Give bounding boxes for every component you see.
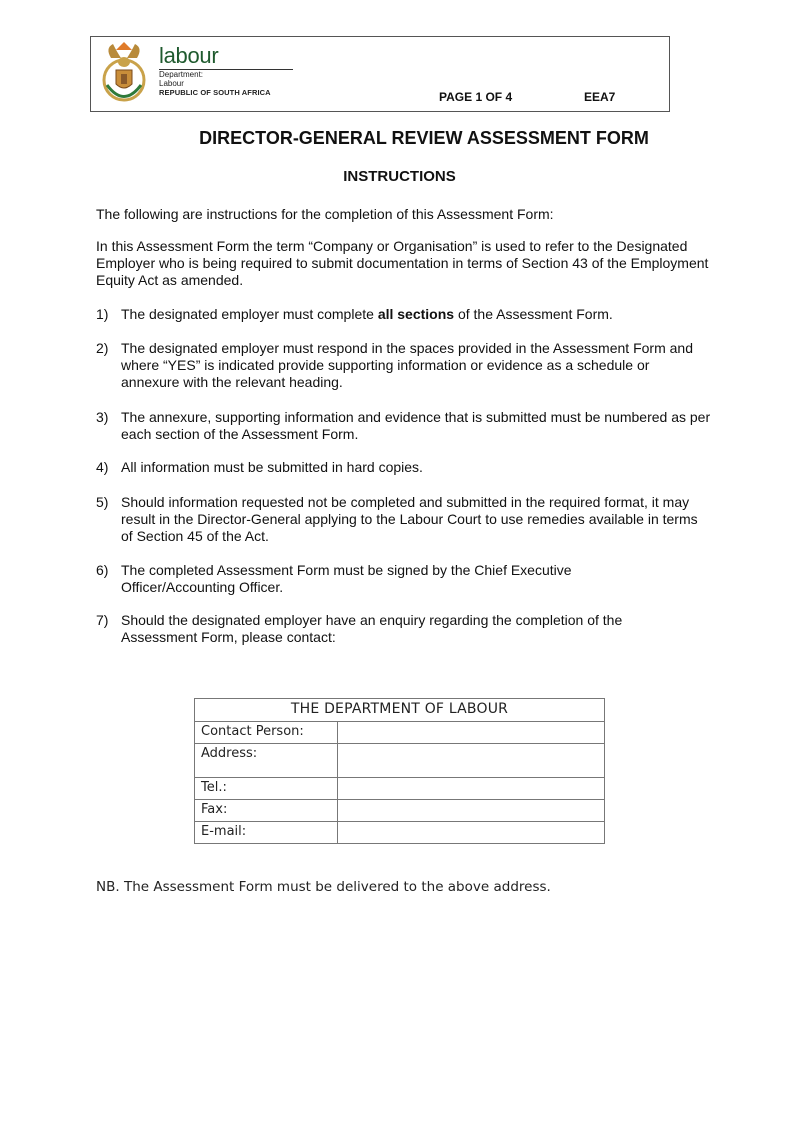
instruction-number: 7) — [96, 612, 109, 628]
contact-person-field[interactable] — [338, 722, 605, 744]
instruction-number: 1) — [96, 306, 109, 322]
brand-line-labour: Labour — [159, 79, 184, 88]
instruction-number: 3) — [96, 409, 109, 425]
instruction-number: 6) — [96, 562, 109, 578]
contact-table-header-row — [195, 699, 605, 722]
tel-field[interactable] — [338, 778, 605, 800]
brand-line-country: REPUBLIC OF SOUTH AFRICA — [159, 88, 271, 97]
brand-word: labour — [159, 43, 219, 68]
definition-paragraph: In this Assessment Form the term “Company or Organisation” is used to refer to the Designated Employer who is being required to submit documentation in terms of Section 43 of the Employment Equity Act as amended. — [96, 238, 709, 288]
delivery-note: NB. The Assessment Form must be delivered to the above address. — [96, 879, 551, 895]
instruction-number: 5) — [96, 494, 109, 510]
contact-table — [194, 698, 605, 844]
coat-of-arms-icon — [99, 40, 149, 106]
contact-person-label: Contact Person: — [195, 722, 338, 744]
instruction-emphasis: all sections — [377, 306, 455, 322]
form-code: EEA7 — [584, 90, 616, 104]
contact-row-tel — [195, 778, 605, 800]
instruction-number: 4) — [96, 459, 109, 475]
instruction-text: The designated employer must complete all sections of the Assessment Form. — [121, 306, 613, 322]
address-label: Address: — [195, 744, 338, 778]
intro-paragraph: The following are instructions for the completion of this Assessment Form: — [96, 206, 554, 222]
section-heading: INSTRUCTIONS — [343, 168, 456, 185]
instruction-text: Should the designated employer have an enquiry regarding the completion of the Assessment Form, please contact: — [121, 612, 623, 645]
fax-label: Fax: — [195, 800, 338, 822]
brand-line-department: Department: — [159, 70, 204, 79]
letterhead — [90, 36, 670, 112]
instruction-text: The annexure, supporting information and evidence that is submitted must be numbered as per each section of the Assessment Form. — [121, 409, 711, 442]
instruction-text: Should information requested not be completed and submitted in the required format, it may result in the Director-General applying to the Labour Court to use remedies available in terms of Section 45 of the Act. — [121, 494, 698, 544]
email-field[interactable] — [338, 822, 605, 844]
department-branding — [159, 45, 293, 97]
fax-field[interactable] — [338, 800, 605, 822]
document-title: DIRECTOR-GENERAL REVIEW ASSESSMENT FORM — [199, 128, 649, 148]
instruction-text: The designated employer must respond in the spaces provided in the Assessment Form and where “YES” is indicated provide supporting information or evidence as a schedule or annexure with the relevant heading. — [121, 340, 693, 390]
contact-row-address — [195, 744, 605, 778]
address-field[interactable] — [338, 744, 605, 778]
instruction-text: All information must be submitted in hard copies. — [121, 459, 423, 475]
email-label: E-mail: — [195, 822, 338, 844]
instruction-number: 2) — [96, 340, 109, 356]
page-indicator: PAGE 1 OF 4 — [439, 90, 513, 104]
tel-label: Tel.: — [195, 778, 338, 800]
contact-table-heading: THE DEPARTMENT OF LABOUR — [195, 699, 605, 722]
contact-row-email — [195, 822, 605, 844]
contact-row-fax — [195, 800, 605, 822]
contact-row-person — [195, 722, 605, 744]
instruction-text: The completed Assessment Form must be signed by the Chief Executive Officer/Accounting Officer. — [121, 562, 572, 595]
